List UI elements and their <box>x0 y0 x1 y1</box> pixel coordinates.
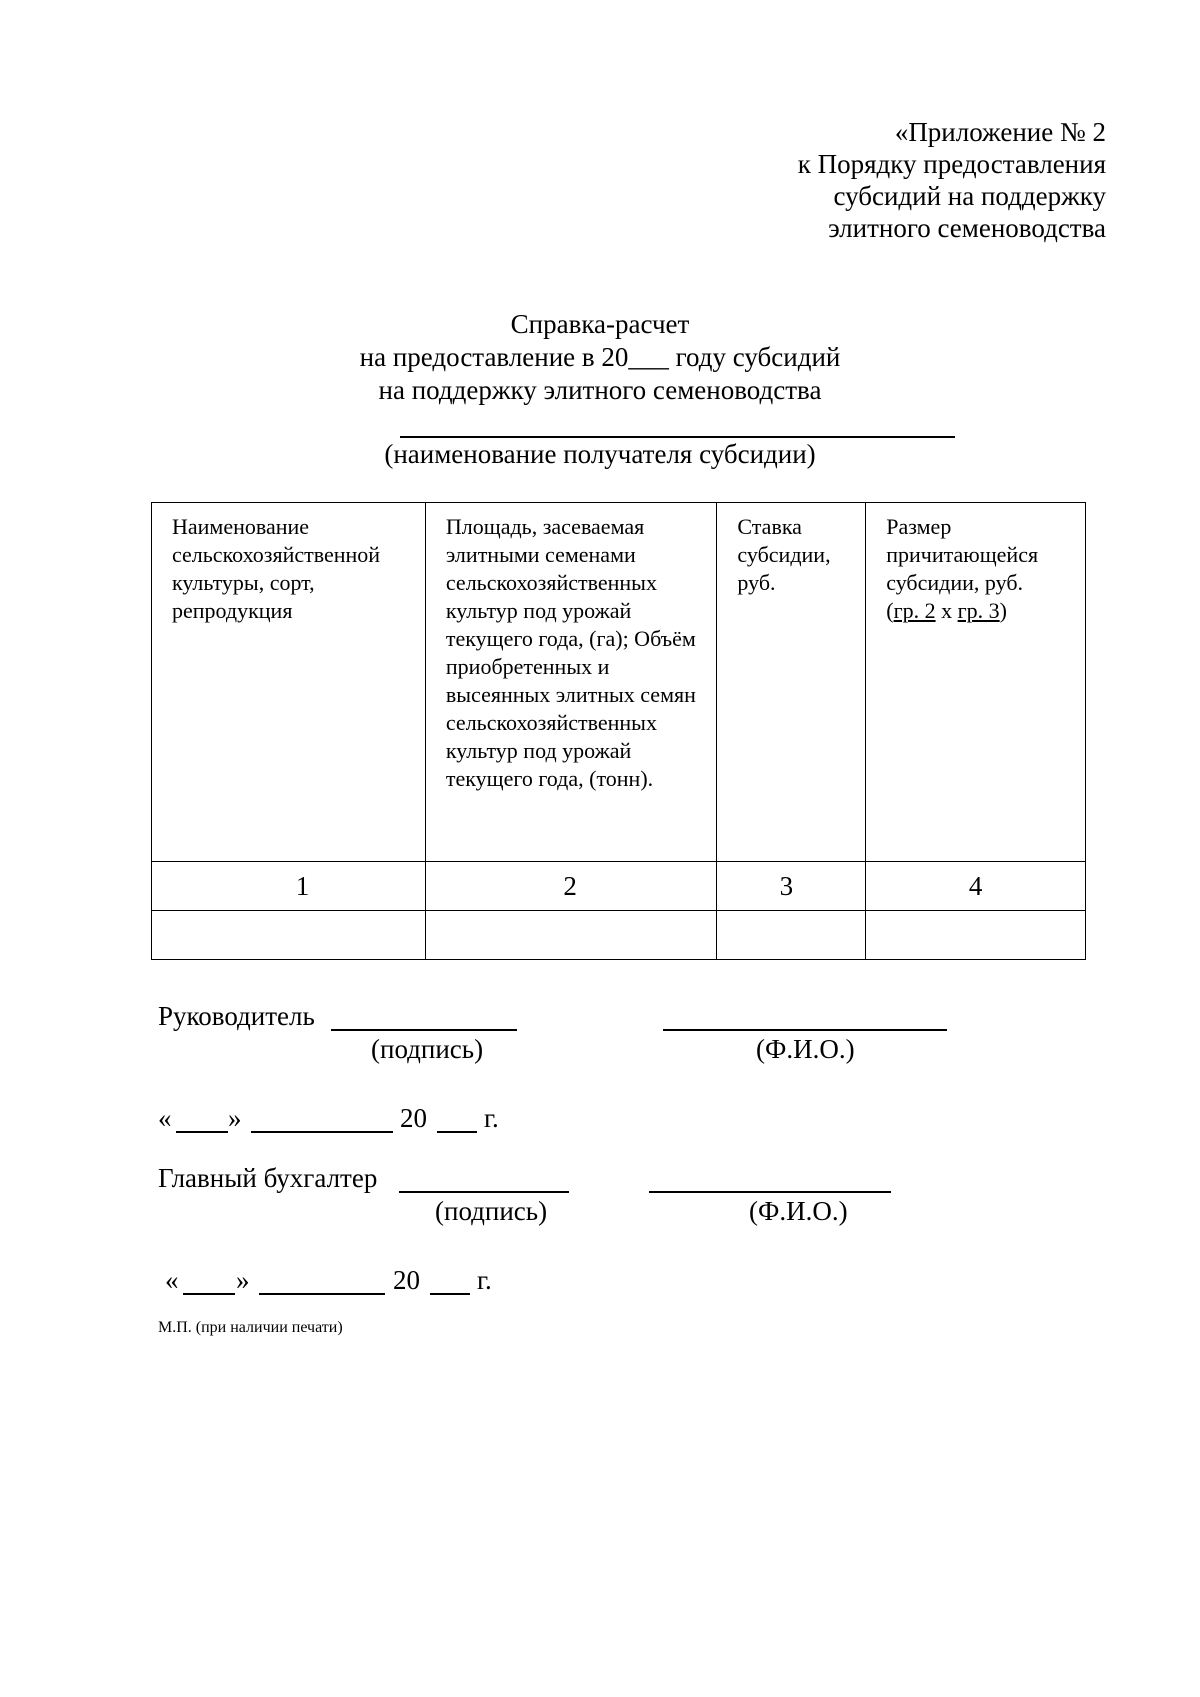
column-number-4: 4 <box>866 862 1086 911</box>
head-name-line[interactable] <box>663 1029 947 1031</box>
cell-crop-name[interactable] <box>152 911 426 960</box>
date1-day-line[interactable] <box>176 1131 228 1133</box>
title-line-3: на поддержку элитного семеноводства <box>378 375 822 405</box>
appendix-line-1: «Приложение № 2 <box>894 117 1106 147</box>
formula-multiply: х <box>935 598 958 623</box>
head-name-caption: (Ф.И.О.) <box>756 1034 855 1064</box>
date2-open-quote: « <box>165 1265 179 1295</box>
column-number-2: 2 <box>425 862 717 911</box>
document-title <box>0 308 1200 407</box>
date2-close-quote: » <box>236 1265 250 1295</box>
table-number-row <box>152 862 1086 911</box>
date1-year-suffix: г. <box>484 1103 499 1133</box>
cell-subsidy-amount[interactable] <box>866 911 1086 960</box>
date2-year-suffix: г. <box>477 1265 492 1295</box>
head-signature-line[interactable] <box>331 1029 517 1031</box>
head-signature-caption: (подпись) <box>371 1034 484 1064</box>
appendix-line-3: субсидий на поддержку <box>833 181 1106 211</box>
header-subsidy-amount-label: Размер причитающейся субсидии, руб. <box>886 514 1039 595</box>
formula-open: ( <box>886 598 894 623</box>
appendix-line-2: к Порядку предоставления <box>797 149 1106 179</box>
date1-year-prefix: 20 <box>400 1103 427 1133</box>
appendix-header <box>798 116 1106 244</box>
title-line-1: Справка-расчет <box>510 309 690 339</box>
table-header-row <box>152 503 1086 862</box>
date1-close-quote: » <box>228 1103 242 1133</box>
accountant-name-line[interactable] <box>649 1191 891 1193</box>
header-rate: Ставка субсидии, руб. <box>717 503 866 862</box>
head-label: Руководитель <box>158 1001 315 1031</box>
cell-area[interactable] <box>425 911 717 960</box>
accountant-signature-caption: (подпись) <box>435 1196 548 1226</box>
table-data-row <box>152 911 1086 960</box>
header-subsidy-amount <box>866 503 1086 862</box>
date2-year-line[interactable] <box>430 1293 470 1295</box>
header-area: Площадь, засеваемая элитными семенами сельскохозяйственных культур под урожай текущего года, (га); Объём приобретенных и высеянных элитных семян сельскохозяйственных культур под урожай текущего года, (тонн). <box>425 503 717 862</box>
accountant-name-caption: (Ф.И.О.) <box>749 1196 848 1226</box>
date2-year-prefix: 20 <box>393 1265 420 1295</box>
cell-rate[interactable] <box>717 911 866 960</box>
calculation-table <box>151 502 1086 960</box>
appendix-line-4: элитного семеноводства <box>828 213 1106 243</box>
header-crop-name: Наименование сельскохозяйственной культуры, сорт, репродукция <box>152 503 426 862</box>
date1-year-line[interactable] <box>437 1131 477 1133</box>
date1-month-line[interactable] <box>251 1131 393 1133</box>
title-line-2: на предоставление в 20___ году субсидий <box>359 342 841 372</box>
column-number-1: 1 <box>152 862 426 911</box>
recipient-caption: (наименование получателя субсидии) <box>384 439 816 469</box>
date2-day-line[interactable] <box>183 1293 235 1295</box>
date2-month-line[interactable] <box>259 1293 385 1295</box>
accountant-signature-line[interactable] <box>399 1191 569 1193</box>
column-number-3: 3 <box>717 862 866 911</box>
date1-open-quote: « <box>158 1103 172 1133</box>
formula-close: ) <box>999 598 1007 623</box>
accountant-label: Главный бухгалтер <box>158 1163 378 1193</box>
stamp-note: М.П. (при наличии печати) <box>158 1319 343 1336</box>
formula-ref-col3-link[interactable]: гр. 3 <box>957 598 1000 623</box>
formula-ref-col2-link[interactable]: гр. 2 <box>893 598 936 623</box>
